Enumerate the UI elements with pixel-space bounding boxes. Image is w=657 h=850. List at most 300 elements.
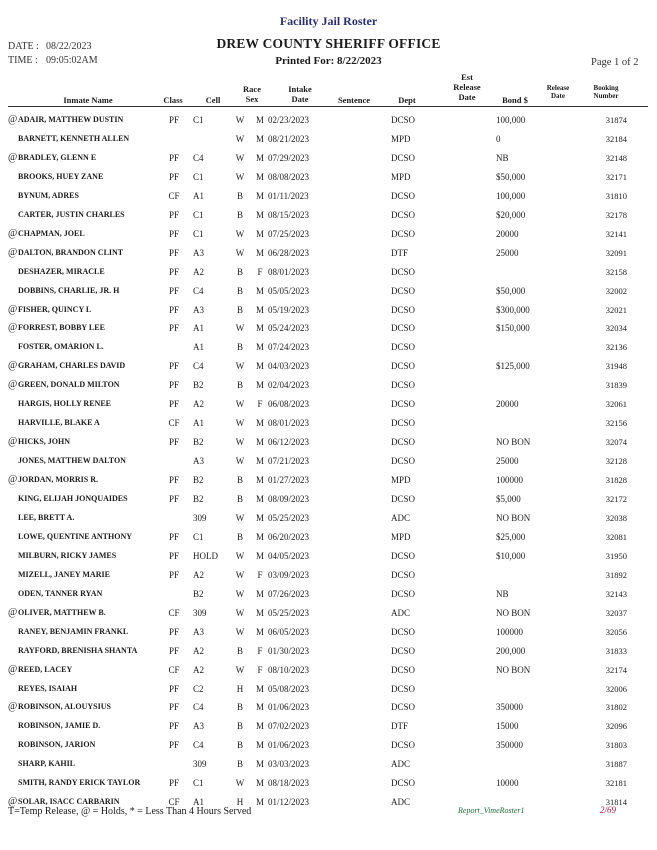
table-row (0, 474, 657, 493)
race-cell: B (236, 266, 243, 277)
race-cell: W (235, 626, 245, 637)
inmate-name: HARGIS, HOLLY RENEE (18, 399, 111, 409)
cell-cell: C1 (193, 171, 204, 182)
class-cell: CF (168, 797, 180, 808)
booking-number-cell: 32091 (605, 247, 627, 258)
sex-cell: M (255, 494, 264, 504)
col-intake-line2: Date (291, 94, 309, 104)
inmate-name: FOSTER, OMARION L. (18, 342, 104, 352)
inmate-name: ROBINSON, JARION (18, 740, 96, 750)
intake-date-cell: 01/11/2023 (268, 190, 309, 201)
hold-marker: @ (8, 796, 18, 808)
intake-date-cell: 08/10/2023 (268, 664, 310, 675)
table-row (0, 190, 657, 209)
table-row (0, 171, 657, 190)
bond-cell: $300,000 (496, 304, 530, 315)
class-cell: PF (168, 721, 179, 732)
race-cell: W (235, 152, 245, 163)
cell-cell: B2 (193, 475, 204, 486)
race-cell: W (235, 456, 245, 467)
booking-number-cell: 32171 (605, 171, 627, 182)
sex-cell: M (255, 475, 264, 486)
inmate-name: SHARP, KAHIL (18, 759, 76, 769)
bond-cell: $50,000 (496, 285, 526, 296)
booking-number-cell: 31948 (605, 361, 627, 372)
sex-cell: M (255, 304, 264, 315)
col-rdate-line2: Date (551, 92, 565, 100)
sex-cell: M (255, 512, 264, 523)
class-cell: CF (168, 607, 180, 618)
dept-cell: DCSO (391, 588, 416, 599)
dept-cell: MPD (391, 531, 411, 542)
inmate-name: LOWE, QUENTINE ANTHONY (18, 531, 133, 541)
sex-cell: M (255, 607, 264, 618)
inmate-name: SMITH, RANDY ERICK TAYLOR (18, 778, 141, 788)
dept-cell: DCSO (391, 399, 416, 410)
bond-cell: $25,000 (496, 531, 526, 542)
date-value: 08/22/2023 (46, 41, 92, 52)
sex-cell: M (255, 247, 264, 258)
intake-date-cell: 08/18/2023 (268, 778, 310, 789)
class-cell: PF (168, 399, 179, 410)
class-cell: PF (168, 740, 179, 751)
dept-cell: DCSO (391, 380, 416, 391)
dept-cell: DCSO (391, 778, 416, 789)
sex-cell: M (255, 437, 264, 448)
col-intake-line1: Intake (288, 84, 312, 94)
booking-number-cell: 31810 (605, 190, 627, 201)
cell-cell: A3 (193, 247, 204, 258)
race-cell: B (236, 759, 243, 770)
booking-number-cell: 32128 (605, 456, 627, 467)
hold-marker: @ (8, 151, 18, 163)
hold-marker: @ (8, 227, 18, 239)
sex-cell: M (255, 323, 264, 334)
class-cell: PF (168, 531, 179, 542)
sex-cell: M (255, 285, 264, 296)
class-cell: PF (168, 778, 179, 789)
dept-cell: ADC (391, 797, 411, 808)
cell-cell: A1 (193, 190, 204, 201)
table-row (0, 645, 657, 664)
booking-number-cell: 32038 (605, 512, 627, 523)
class-cell: PF (168, 437, 179, 448)
booking-number-cell: 32181 (605, 778, 627, 789)
sex-cell: M (255, 683, 264, 694)
booking-number-cell: 32096 (605, 721, 627, 732)
intake-date-cell: 05/25/2023 (268, 607, 310, 618)
booking-number-cell: 32061 (605, 399, 627, 410)
inmate-name: ADAIR, MATTHEW DUSTIN (18, 115, 124, 124)
race-cell: B (236, 342, 243, 353)
date-label: DATE : (8, 41, 39, 52)
booking-number-cell: 32136 (605, 342, 627, 353)
hold-marker: @ (8, 360, 18, 372)
class-cell: PF (168, 683, 179, 694)
bond-cell: $5,000 (496, 494, 521, 504)
booking-number-cell: 32074 (605, 437, 627, 448)
dept-cell: DCSO (391, 342, 416, 353)
cell-cell: A1 (193, 418, 204, 429)
table-row (0, 247, 657, 266)
race-cell: W (235, 588, 245, 599)
col-est-release-date (445, 72, 489, 102)
cell-cell: A3 (193, 721, 204, 732)
cell-cell: A3 (193, 626, 204, 637)
intake-date-cell: 01/27/2023 (268, 475, 310, 486)
booking-number-cell: 32141 (605, 228, 627, 239)
intake-date-cell: 08/01/2023 (268, 418, 310, 429)
table-row (0, 701, 657, 720)
table-row (0, 417, 657, 436)
class-cell: CF (168, 190, 180, 201)
intake-date-cell: 08/21/2023 (268, 133, 310, 144)
bond-cell: 25000 (496, 247, 519, 258)
dept-cell: DCSO (391, 323, 416, 334)
header-divider (8, 106, 648, 107)
race-cell: B (236, 702, 243, 713)
intake-date-cell: 05/08/2023 (268, 683, 310, 694)
col-class: Class (163, 95, 183, 105)
bond-cell: 100000 (496, 626, 523, 637)
dept-cell: DCSO (391, 266, 416, 277)
table-row (0, 550, 657, 569)
table-row (0, 607, 657, 626)
class-cell: PF (168, 550, 179, 561)
inmate-name: SOLAR, ISACC CARBARIN (18, 797, 120, 807)
bond-cell: 25000 (496, 456, 519, 467)
hold-marker: @ (8, 474, 18, 486)
class-cell: PF (168, 361, 179, 372)
race-cell: W (235, 247, 245, 258)
sex-cell: M (255, 626, 264, 637)
dept-cell: DCSO (391, 285, 416, 296)
bond-cell: NB (496, 152, 509, 163)
bond-cell: $125,000 (496, 361, 530, 372)
cell-cell: B2 (193, 380, 204, 391)
class-cell: PF (168, 645, 179, 656)
intake-date-cell: 05/05/2023 (268, 285, 310, 296)
intake-date-cell: 06/08/2023 (268, 399, 310, 410)
page-stamp: 2/69 (600, 805, 617, 815)
dept-cell: ADC (391, 512, 411, 523)
class-cell: PF (168, 247, 179, 258)
booking-number-cell: 31833 (605, 645, 627, 656)
booking-number-cell: 32002 (605, 285, 627, 296)
cell-cell: A1 (193, 342, 204, 353)
cell-cell: A3 (193, 456, 204, 467)
booking-number-cell: 32148 (605, 152, 627, 163)
cell-cell: HOLD (193, 550, 218, 561)
race-cell: W (235, 664, 245, 675)
sex-cell: M (255, 531, 264, 542)
bond-cell: 200,000 (496, 645, 526, 656)
bond-cell: NB (496, 588, 509, 599)
race-cell: B (236, 645, 243, 656)
printed-for: Printed For: 8/22/2023 (275, 55, 382, 67)
col-booking-line1: Booking (593, 84, 619, 92)
sex-cell: M (255, 152, 264, 163)
table-row (0, 664, 657, 683)
col-cell: Cell (205, 95, 221, 105)
table-row (0, 777, 657, 796)
class-cell: PF (168, 285, 179, 296)
class-cell: PF (168, 380, 179, 391)
cell-cell: C4 (193, 702, 204, 713)
booking-number-cell: 32174 (605, 664, 627, 675)
race-cell: W (235, 171, 245, 182)
hold-marker: @ (8, 303, 18, 315)
race-cell: B (236, 304, 243, 315)
inmate-name: JONES, MATTHEW DALTON (18, 456, 126, 466)
inmate-name: ROBINSON, ALOUYSIUS (18, 702, 111, 712)
bond-cell: 15000 (496, 721, 519, 732)
cell-cell: C4 (193, 152, 204, 163)
dept-cell: DCSO (391, 702, 416, 713)
cell-cell: A1 (193, 323, 204, 334)
inmate-name: FORREST, BOBBY LEE (18, 323, 105, 333)
bond-cell: NO BON (496, 607, 531, 618)
class-cell: PF (168, 702, 179, 713)
table-row (0, 341, 657, 360)
class-cell: PF (168, 569, 179, 580)
col-race: Race (243, 84, 261, 94)
table-row (0, 398, 657, 417)
race-cell: W (235, 512, 245, 523)
dept-cell: DCSO (391, 494, 416, 504)
cell-cell: A2 (193, 266, 204, 277)
cell-cell: C4 (193, 361, 204, 372)
intake-date-cell: 07/21/2023 (268, 456, 310, 467)
class-cell: PF (168, 209, 179, 220)
cell-cell: A2 (193, 645, 204, 656)
cell-cell: C2 (193, 683, 204, 694)
class-cell: PF (168, 228, 179, 239)
inmate-name: DALTON, BRANDON CLINT (18, 247, 124, 257)
sex-cell: M (255, 740, 264, 751)
table-row (0, 152, 657, 171)
class-cell: PF (168, 304, 179, 315)
col-release-line3: Date (458, 92, 476, 102)
sex-cell: F (257, 664, 263, 675)
sex-cell: M (255, 133, 264, 144)
dept-cell: DTF (391, 721, 409, 732)
intake-date-cell: 01/06/2023 (268, 740, 310, 751)
intake-date-cell: 05/24/2023 (268, 323, 310, 334)
inmate-name: REED, LACEY (18, 664, 73, 674)
booking-number-cell: 32006 (605, 683, 627, 694)
intake-date-cell: 08/08/2023 (268, 171, 310, 182)
booking-number-cell: 32034 (605, 323, 627, 334)
bond-cell: NO BON (496, 664, 531, 675)
sex-cell: M (255, 342, 264, 353)
table-row (0, 379, 657, 398)
table-row (0, 720, 657, 739)
table-row (0, 285, 657, 304)
time-label: TIME : (8, 55, 38, 66)
class-cell: PF (168, 475, 179, 486)
booking-number-cell: 32021 (605, 304, 627, 315)
inmate-name: CHAPMAN, JOEL (18, 228, 85, 238)
inmate-name: GREEN, DONALD MILTON (18, 380, 120, 390)
sex-cell: F (257, 645, 263, 656)
intake-date-cell: 02/23/2023 (268, 115, 310, 125)
race-cell: W (235, 550, 245, 561)
inmate-name: JORDAN, MORRIS R. (18, 475, 98, 485)
roster-title: Facility Jail Roster (279, 14, 378, 28)
inmate-name: MILBURN, RICKY JAMES (18, 550, 117, 560)
cell-cell: 309 (193, 512, 207, 523)
race-cell: W (235, 399, 245, 410)
class-cell: PF (168, 323, 179, 334)
intake-date-cell: 01/30/2023 (268, 645, 310, 656)
dept-cell: DCSO (391, 228, 416, 239)
intake-date-cell: 05/25/2023 (268, 512, 310, 523)
race-cell: W (235, 778, 245, 789)
bond-cell: 100,000 (496, 115, 526, 125)
sex-cell: M (255, 797, 264, 808)
table-row (0, 512, 657, 531)
inmate-name: HARVILLE, BLAKE A (18, 418, 100, 428)
table-row (0, 683, 657, 702)
sex-cell: M (255, 702, 264, 713)
inmate-name: REYES, ISAIAH (18, 683, 78, 693)
table-row (0, 228, 657, 247)
table-row (0, 322, 657, 341)
cell-cell: A1 (193, 797, 204, 808)
footer-legend: T=Temp Release, @ = Holds, * = Less Than 4 Hours Served (8, 806, 252, 817)
booking-number-cell: 32178 (605, 209, 627, 220)
table-row (0, 304, 657, 323)
intake-date-cell: 06/28/2023 (268, 247, 310, 258)
cell-cell: C4 (193, 740, 204, 751)
cell-cell: 309 (193, 759, 207, 770)
dept-cell: DCSO (391, 209, 416, 220)
booking-number-cell: 32172 (605, 494, 627, 504)
inmate-name: OLIVER, MATTHEW B. (18, 607, 106, 617)
sex-cell: M (255, 361, 264, 372)
sex-cell: M (255, 228, 264, 239)
table-row (0, 133, 657, 152)
table-row (0, 531, 657, 550)
cell-cell: 309 (193, 607, 207, 618)
dept-cell: ADC (391, 759, 411, 770)
cell-cell: C1 (193, 531, 204, 542)
class-cell: PF (168, 494, 179, 504)
intake-date-cell: 04/03/2023 (268, 361, 310, 372)
dept-cell: DCSO (391, 645, 416, 656)
col-sentence: Sentence (337, 95, 371, 105)
dept-cell: MPD (391, 171, 411, 182)
intake-date-cell: 07/29/2023 (268, 152, 310, 163)
sex-cell: M (255, 759, 264, 770)
cell-cell: C1 (193, 778, 204, 789)
sex-cell: M (255, 190, 264, 201)
booking-number-cell: 32156 (605, 418, 627, 429)
race-cell: W (235, 569, 245, 580)
bond-cell: NO BON (496, 512, 531, 523)
sex-cell: M (255, 778, 264, 789)
booking-number-cell: 32081 (605, 531, 627, 542)
intake-date-cell: 01/06/2023 (268, 702, 310, 713)
inmate-name: BYNUM, ADRES (18, 190, 79, 200)
bond-cell: 10000 (496, 778, 519, 789)
class-cell: CF (168, 664, 180, 675)
office-name: DREW COUNTY SHERIFF OFFICE (216, 36, 441, 51)
inmate-name: MIZELL, JANEY MARIE (18, 569, 110, 579)
inmate-name: KING, ELIJAH JONQUAIDES (18, 494, 128, 503)
booking-number-cell: 31892 (605, 569, 627, 580)
intake-date-cell: 06/12/2023 (268, 437, 310, 448)
intake-date-cell: 05/19/2023 (268, 304, 310, 315)
class-cell: PF (168, 266, 179, 277)
hold-marker: @ (8, 701, 18, 713)
bond-cell: 100,000 (496, 190, 526, 201)
race-cell: W (235, 361, 245, 372)
cell-cell: B2 (193, 437, 204, 448)
booking-number-cell: 31803 (605, 740, 627, 751)
inmate-name: HICKS, JOHN (18, 437, 71, 447)
bond-cell: $50,000 (496, 171, 526, 182)
intake-date-cell: 08/15/2023 (268, 209, 310, 220)
col-release-date (540, 84, 576, 100)
race-cell: W (235, 133, 245, 144)
hold-marker: @ (8, 246, 18, 258)
sex-cell: F (257, 399, 263, 410)
booking-number-cell: 32158 (605, 266, 627, 277)
intake-date-cell: 06/20/2023 (268, 531, 310, 542)
col-intake-date (280, 84, 320, 104)
intake-date-cell: 08/09/2023 (268, 494, 310, 504)
dept-cell: MPD (391, 133, 411, 144)
inmate-name: BROOKS, HUEY ZANE (18, 171, 104, 181)
sex-cell: F (257, 569, 263, 580)
dept-cell: MPD (391, 475, 411, 486)
dept-cell: DCSO (391, 456, 416, 467)
bond-cell: 100000 (496, 475, 523, 486)
hold-marker: @ (8, 379, 18, 391)
sex-cell: F (257, 266, 263, 277)
booking-number-cell: 31874 (605, 115, 627, 125)
table-row (0, 114, 657, 133)
inmate-name: CARTER, JUSTIN CHARLES (18, 209, 125, 219)
intake-date-cell: 03/03/2023 (268, 759, 310, 770)
intake-date-cell: 07/26/2023 (268, 588, 310, 599)
race-cell: B (236, 531, 243, 542)
table-row (0, 455, 657, 474)
intake-date-cell: 07/02/2023 (268, 721, 310, 732)
dept-cell: DTF (391, 247, 409, 258)
cell-cell: A3 (193, 304, 204, 315)
bond-cell: 20000 (496, 228, 519, 239)
class-cell: PF (168, 152, 179, 163)
col-sex: Sex (245, 94, 259, 104)
intake-date-cell: 08/01/2023 (268, 266, 310, 277)
inmate-name: BARNETT, KENNETH ALLEN (18, 133, 130, 143)
class-cell: PF (168, 626, 179, 637)
table-row (0, 360, 657, 379)
race-cell: B (236, 475, 243, 486)
table-row (0, 758, 657, 777)
hold-marker: @ (8, 114, 18, 125)
race-cell: H (236, 683, 244, 694)
table-row (0, 569, 657, 588)
dept-cell: ADC (391, 607, 411, 618)
intake-date-cell: 07/25/2023 (268, 228, 310, 239)
class-cell: PF (168, 171, 179, 182)
inmate-name: LEE, BRETT A. (18, 512, 75, 522)
bond-cell: 20000 (496, 399, 519, 410)
